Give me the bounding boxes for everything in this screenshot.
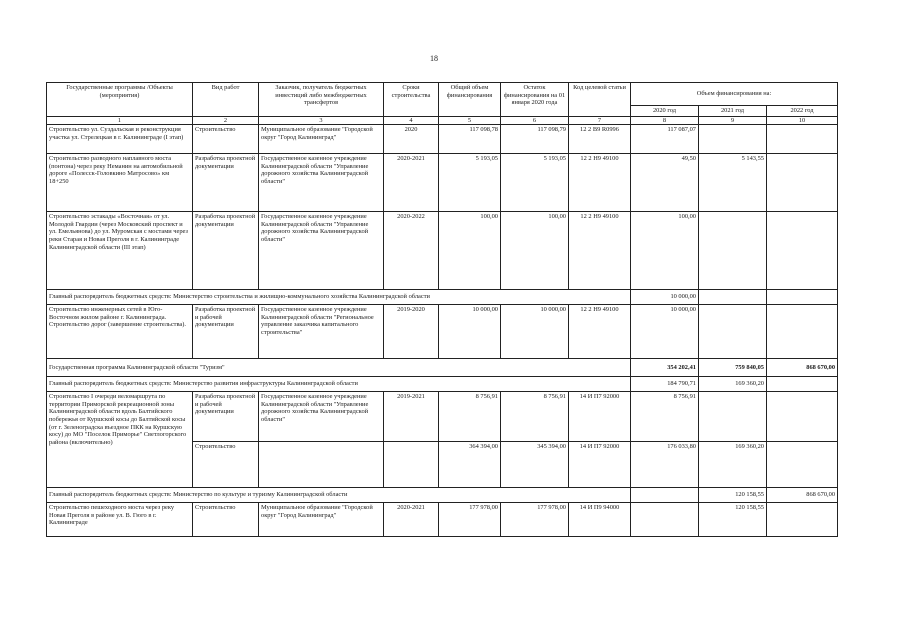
financing-table — [46, 82, 838, 537]
column-index: 8 — [631, 116, 699, 125]
budget-holder-row — [47, 488, 838, 503]
header-row — [47, 83, 838, 106]
header-funding: Объем финансирования на: — [631, 83, 838, 106]
customer-cell: Государственное казенное учреждение Калининградской области "Региональное управление заказчика капитального строительства" — [259, 305, 384, 359]
work-type-cell: Разработка проектной документации — [193, 212, 259, 290]
header-2020: 2020 год — [631, 106, 699, 117]
table-row — [47, 125, 838, 154]
y2022-cell: 868 670,00 — [767, 359, 838, 377]
y2020-cell: 184 790,71 — [631, 377, 699, 392]
column-index: 7 — [569, 116, 631, 125]
code-cell: 12 2 В9 R0996 — [569, 125, 631, 154]
page-number: 18 — [430, 54, 438, 63]
y2020-cell — [631, 503, 699, 537]
y2022-cell — [767, 125, 838, 154]
program-label: Государственная программа Калининградской области "Туризм" — [47, 359, 631, 377]
budget-holder-row — [47, 290, 838, 305]
column-index: 9 — [699, 116, 767, 125]
y2022-cell — [767, 212, 838, 290]
y2022-cell — [767, 377, 838, 392]
balance-cell: 5 193,05 — [501, 154, 569, 212]
object-cell: Строительство разводного наплавного моста (понтона) через реку Неманин на автомобильной дороге «Полесск-Головкино Матросово» км 18+250 — [47, 154, 193, 212]
code-cell: 12 2 Н9 49100 — [569, 154, 631, 212]
customer-cell: Муниципальное образование "Городской округ "Город Калининград" — [259, 125, 384, 154]
table-row — [47, 392, 838, 442]
balance-cell: 8 756,91 — [501, 392, 569, 442]
column-index: 4 — [384, 116, 439, 125]
y2020-cell: 100,00 — [631, 212, 699, 290]
total-cell: 364 394,00 — [439, 442, 501, 488]
column-index: 1 — [47, 116, 193, 125]
object-cell: Строительство пешеходного моста через реку Новая Преголя в районе ул. В. Гюго в г. Калининграде — [47, 503, 193, 537]
header-period: Сроки строительства — [384, 83, 439, 117]
customer-cell: Государственное казенное учреждение Калининградской области "Управление дорожного хозяйства Калининградской области" — [259, 212, 384, 290]
header-2021: 2021 год — [699, 106, 767, 117]
customer-cell: Государственное казенное учреждение Калининградской области "Управление дорожного хозяйства Калининградской области" — [259, 392, 384, 442]
budget-holder-label: Главный распорядитель бюджетных средств: Министерство по культуре и туризму Калининградской области — [47, 488, 631, 503]
y2020-cell — [631, 488, 699, 503]
balance-cell: 177 978,00 — [501, 503, 569, 537]
column-index-row — [47, 116, 838, 125]
work-type-cell: Строительство — [193, 125, 259, 154]
work-type-cell: Разработка проектной и рабочей документации — [193, 305, 259, 359]
total-cell: 10 000,00 — [439, 305, 501, 359]
column-index: 6 — [501, 116, 569, 125]
code-cell: 12 2 Н9 49100 — [569, 212, 631, 290]
header-objects: Государственные программы /Объекты (мероприятия) — [47, 83, 193, 117]
total-cell: 5 193,05 — [439, 154, 501, 212]
period-cell: 2019-2021 — [384, 392, 439, 442]
work-type-cell: Строительство — [193, 503, 259, 537]
budget-holder-label: Главный распорядитель бюджетных средств: Министерство развития инфраструктуры Калининградской области — [47, 377, 631, 392]
y2020-cell: 176 033,80 — [631, 442, 699, 488]
y2022-cell — [767, 392, 838, 442]
object-cell: Строительство I очереди веломаршрута по территории Приморской рекреационной зоны Калининградской области вдоль Балтийского побережья от Куршской косы до Балтийской косы (от г. Зеленоградска въездное ПКК на Куршскую косу) до МО "Поселок Приморье" Светлогорского района (включительно) — [47, 392, 193, 488]
y2021-cell: 120 158,55 — [699, 488, 767, 503]
y2021-cell: 120 158,55 — [699, 503, 767, 537]
program-row — [47, 359, 838, 377]
y2021-cell — [699, 305, 767, 359]
y2021-cell — [699, 125, 767, 154]
y2021-cell: 759 840,05 — [699, 359, 767, 377]
total-cell: 117 098,78 — [439, 125, 501, 154]
y2021-cell — [699, 212, 767, 290]
y2020-cell: 354 202,41 — [631, 359, 699, 377]
work-type-cell: Разработка проектной и рабочей документации — [193, 392, 259, 442]
balance-cell: 100,00 — [501, 212, 569, 290]
y2021-cell — [699, 392, 767, 442]
y2022-cell — [767, 503, 838, 537]
table-row — [47, 212, 838, 290]
total-cell: 8 756,91 — [439, 392, 501, 442]
total-cell: 177 978,00 — [439, 503, 501, 537]
period-cell — [384, 442, 439, 488]
header-customer: Заказчик, получатель бюджетных инвестиций либо межбюджетных трансфертов — [259, 83, 384, 117]
customer-cell — [259, 442, 384, 488]
y2020-cell: 10 000,00 — [631, 290, 699, 305]
customer-cell: Муниципальное образование "Городской округ "Город Калининград" — [259, 503, 384, 537]
balance-cell: 117 098,79 — [501, 125, 569, 154]
column-index: 2 — [193, 116, 259, 125]
y2022-cell: 868 670,00 — [767, 488, 838, 503]
y2021-cell: 5 143,55 — [699, 154, 767, 212]
period-cell: 2020-2021 — [384, 503, 439, 537]
y2022-cell — [767, 305, 838, 359]
column-index: 10 — [767, 116, 838, 125]
code-cell: 12 2 Н9 49100 — [569, 305, 631, 359]
object-cell: Строительство ул. Суздальская и реконструкция участка ул. Стрелецкая в г. Калининграде (I этап) — [47, 125, 193, 154]
y2021-cell — [699, 290, 767, 305]
period-cell: 2020-2021 — [384, 154, 439, 212]
y2021-cell: 169 360,20 — [699, 442, 767, 488]
table-row — [47, 305, 838, 359]
header-2022: 2022 год — [767, 106, 838, 117]
balance-cell: 345 394,00 — [501, 442, 569, 488]
y2020-cell: 117 087,07 — [631, 125, 699, 154]
work-type-cell: Разработка проектной документации — [193, 154, 259, 212]
code-cell: 14 И П7 92000 — [569, 392, 631, 442]
header-balance: Остаток финансирования на 01 января 2020 года — [501, 83, 569, 117]
table-row — [47, 503, 838, 537]
y2022-cell — [767, 290, 838, 305]
work-type-cell: Строительство — [193, 442, 259, 488]
header-work-type: Вид работ — [193, 83, 259, 117]
object-cell: Строительство инженерных сетей в Юго-Восточном жилом районе г. Калининграда. Строительство дорог (завершение строительства). — [47, 305, 193, 359]
period-cell: 2020 — [384, 125, 439, 154]
customer-cell: Государственное казенное учреждение Калининградской области "Управление дорожного хозяйства Калининградской области" — [259, 154, 384, 212]
code-cell: 14 И П7 92000 — [569, 442, 631, 488]
y2020-cell: 8 756,91 — [631, 392, 699, 442]
table-row — [47, 154, 838, 212]
header-total: Общий объем финансирования — [439, 83, 501, 117]
y2022-cell — [767, 442, 838, 488]
budget-holder-label: Главный распорядитель бюджетных средств: Министерство строительства и жилищно-коммунального хозяйства Калининградской области — [47, 290, 631, 305]
header-code: Код целевой статьи — [569, 83, 631, 117]
total-cell: 100,00 — [439, 212, 501, 290]
code-cell: 14 И П9 94000 — [569, 503, 631, 537]
y2022-cell — [767, 154, 838, 212]
y2020-cell: 49,50 — [631, 154, 699, 212]
balance-cell: 10 000,00 — [501, 305, 569, 359]
period-cell: 2019-2020 — [384, 305, 439, 359]
column-index: 5 — [439, 116, 501, 125]
object-cell: Строительство эстакады «Восточная» от ул. Молодой Гвардии (через Московский проспект и ул. Емельянова) до ул. Муромская с мостами через реки Старая и Новая Преголя в г. Калининграде Калининградской области (III этап) — [47, 212, 193, 290]
budget-holder-row — [47, 377, 838, 392]
y2020-cell: 10 000,00 — [631, 305, 699, 359]
column-index: 3 — [259, 116, 384, 125]
period-cell: 2020-2022 — [384, 212, 439, 290]
y2021-cell: 169 360,20 — [699, 377, 767, 392]
